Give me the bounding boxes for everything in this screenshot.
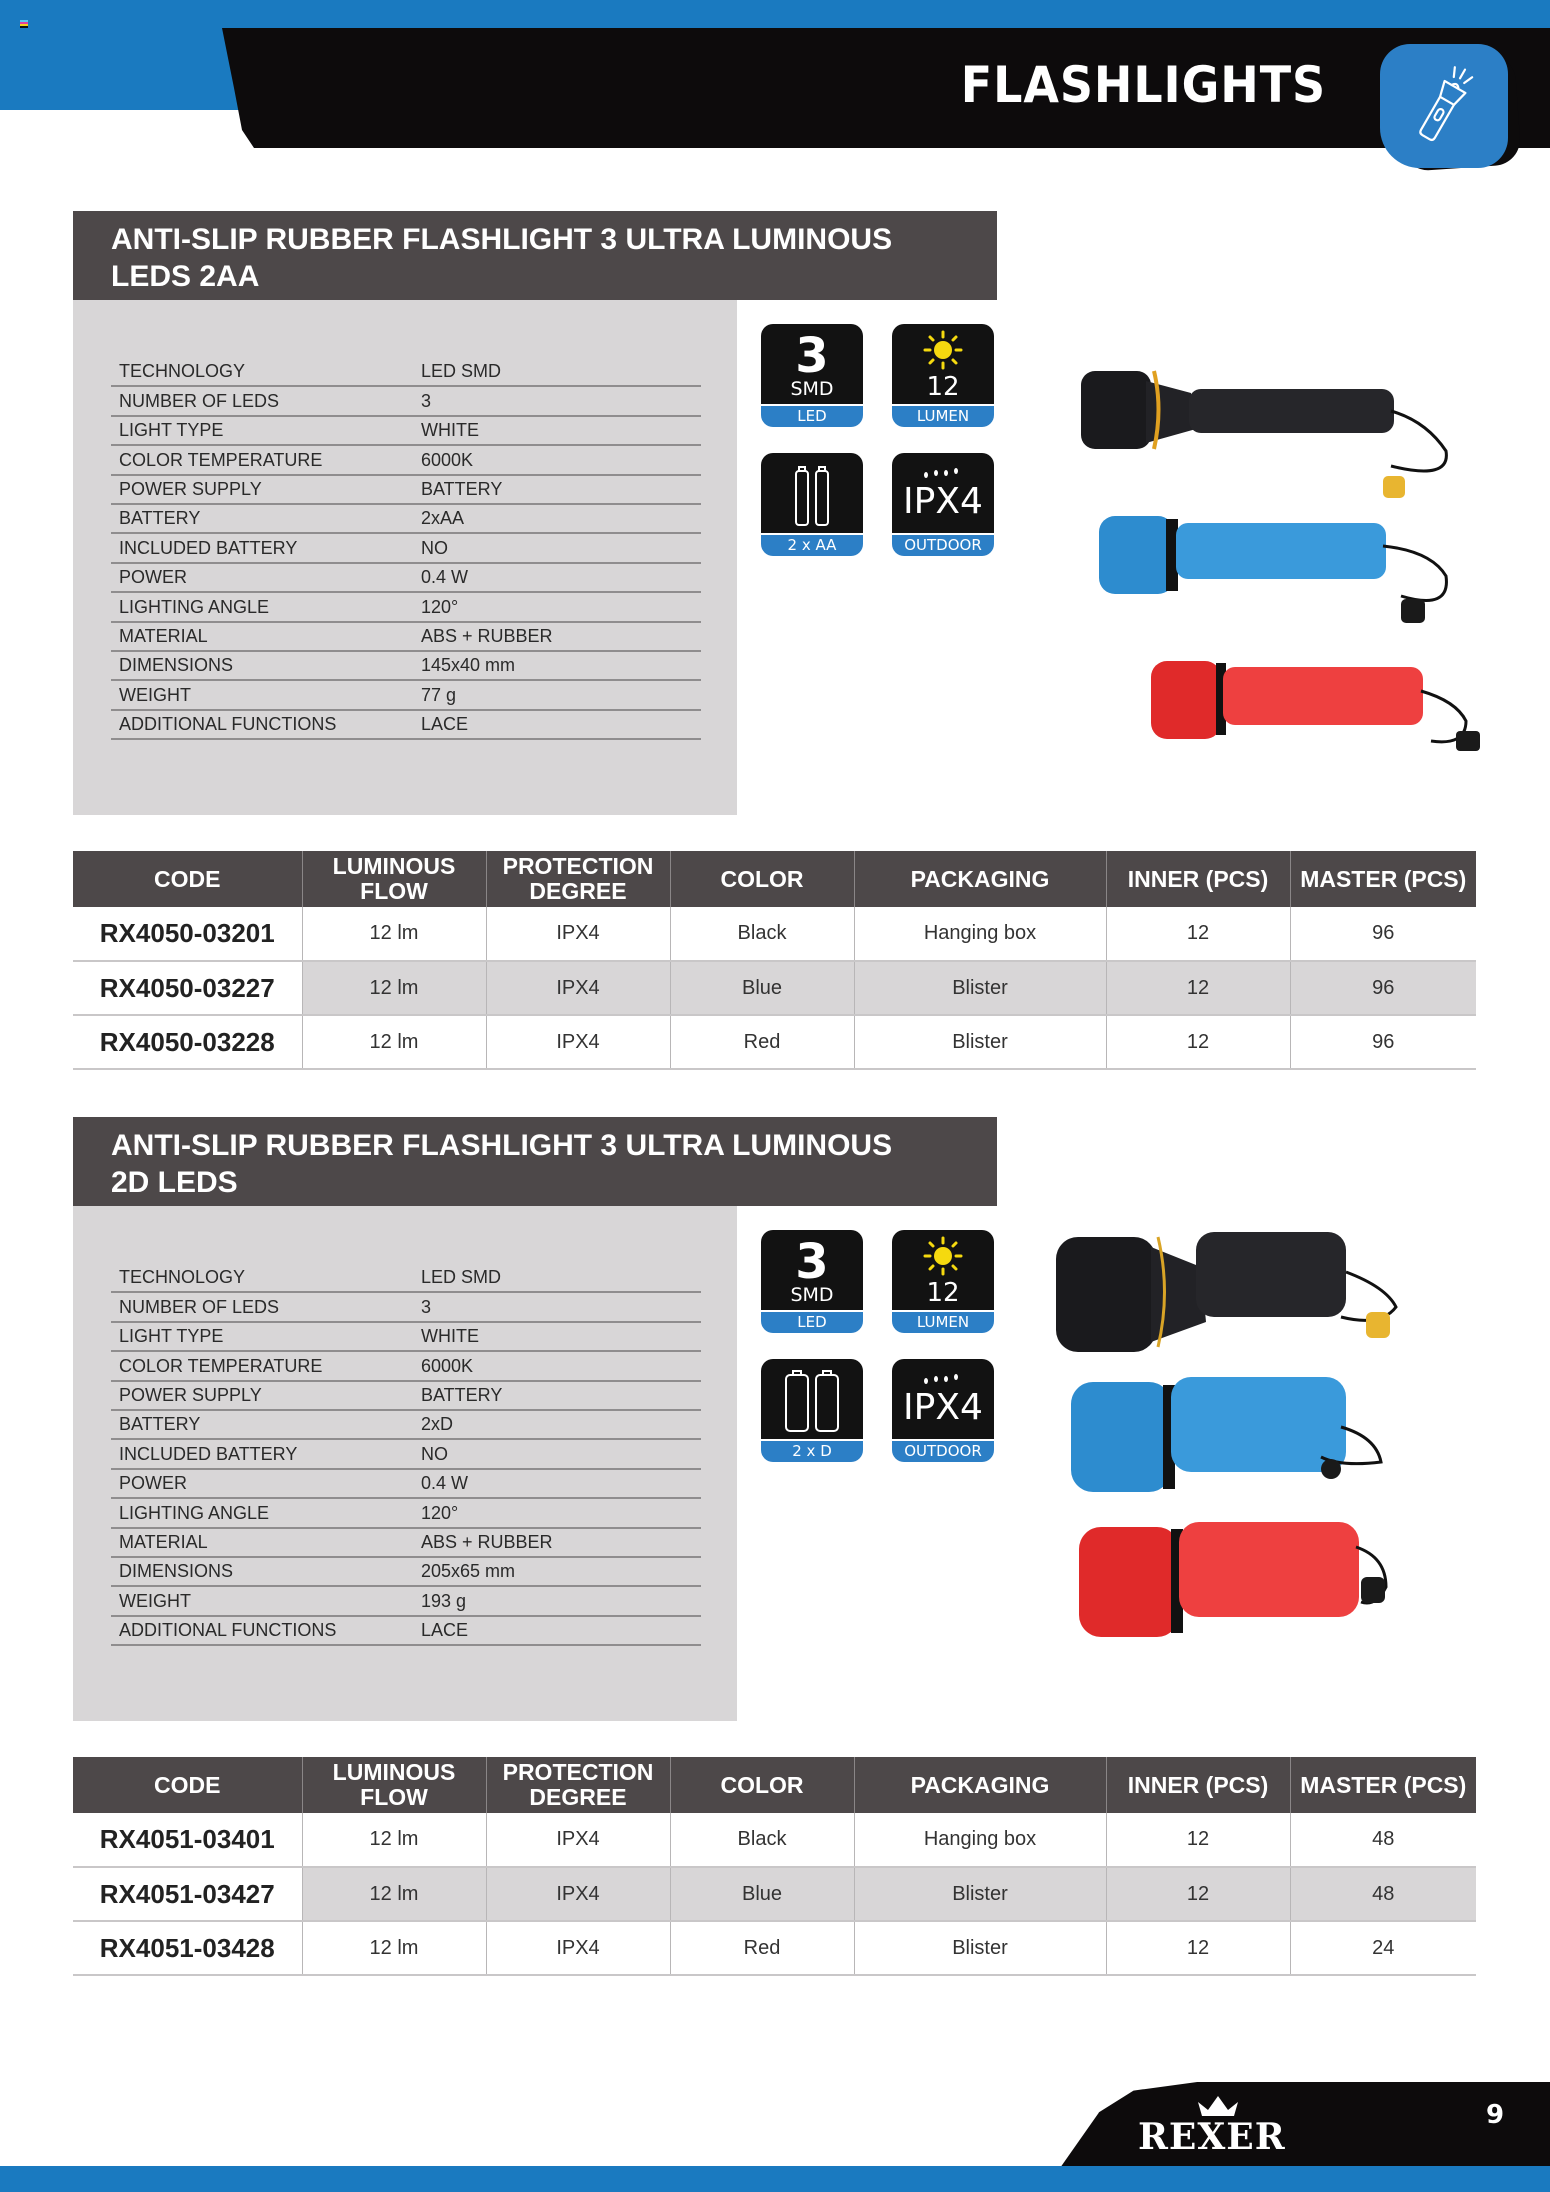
order-table bbox=[73, 1757, 1476, 1976]
column-header-code: CODE bbox=[73, 1757, 302, 1813]
spec-row: WEIGHT 77 g bbox=[111, 681, 701, 710]
spec-row: COLOR TEMPERATURE 6000K bbox=[111, 1352, 701, 1381]
lumen-badge: 12 LUMEN bbox=[892, 1230, 994, 1333]
spec-row: BATTERY 2xD bbox=[111, 1411, 701, 1440]
footer-band bbox=[0, 2166, 1550, 2192]
spec-row: POWER 0.4 W bbox=[111, 1470, 701, 1499]
spec-row: LIGHTING ANGLE 120° bbox=[111, 593, 701, 622]
column-header-code: CODE bbox=[73, 851, 302, 907]
rain-drops-icon bbox=[922, 465, 964, 479]
product-code: RX4050-03228 bbox=[73, 1015, 302, 1069]
rain-drops-icon bbox=[922, 1371, 964, 1385]
column-header-packaging: PACKAGING bbox=[854, 1757, 1106, 1813]
spec-row: LIGHT TYPE WHITE bbox=[111, 1323, 701, 1352]
product-code: RX4051-03401 bbox=[73, 1813, 302, 1867]
table-row: RX4050-03201 12 lm IPX4 Black Hanging box 12 96 bbox=[73, 907, 1476, 961]
table-row: RX4051-03427 12 lm IPX4 Blue Blister 12 48 bbox=[73, 1867, 1476, 1921]
spec-row: TECHNOLOGY LED SMD bbox=[111, 358, 701, 387]
flashlight-icon bbox=[1396, 58, 1492, 154]
spec-row: TECHNOLOGY LED SMD bbox=[111, 1264, 701, 1293]
column-header-protection-degree: PROTECTION DEGREE bbox=[486, 1757, 670, 1813]
spec-panel bbox=[73, 1206, 737, 1721]
ip-badge: IPX4 OUTDOOR bbox=[892, 453, 994, 556]
header-left-band bbox=[0, 0, 260, 110]
column-header-packaging: PACKAGING bbox=[854, 851, 1106, 907]
spec-row: POWER SUPPLY BATTERY bbox=[111, 476, 701, 505]
spec-row: LIGHTING ANGLE 120° bbox=[111, 1499, 701, 1528]
battery-aa-icon bbox=[792, 465, 832, 527]
footer-banner bbox=[1060, 2082, 1550, 2168]
led-badge: 3 SMD LED bbox=[761, 1230, 863, 1333]
spec-table bbox=[111, 358, 701, 740]
crown-icon bbox=[1196, 2092, 1240, 2116]
table-row: RX4050-03228 12 lm IPX4 Red Blister 12 96 bbox=[73, 1015, 1476, 1069]
spec-row: MATERIAL ABS + RUBBER bbox=[111, 623, 701, 652]
battery-badge: 2 x AA bbox=[761, 453, 863, 556]
spec-row: POWER 0.4 W bbox=[111, 564, 701, 593]
battery-badge: 2 x D bbox=[761, 1359, 863, 1462]
sun-icon bbox=[923, 1236, 963, 1276]
product-title-bar bbox=[73, 211, 997, 300]
spec-row: ADDITIONAL FUNCTIONS LACE bbox=[111, 1617, 701, 1646]
spec-row: NUMBER OF LEDS 3 bbox=[111, 387, 701, 416]
header-icon-badge bbox=[1380, 44, 1508, 168]
spec-table bbox=[111, 1264, 701, 1646]
battery-d-icon bbox=[783, 1369, 841, 1433]
sun-icon bbox=[923, 330, 963, 370]
column-header-color: COLOR bbox=[670, 1757, 854, 1813]
column-header-luminous-flow: LUMINOUS FLOW bbox=[302, 851, 486, 907]
product-image-flashlights-2d bbox=[1041, 1217, 1461, 1637]
product-code: RX4051-03427 bbox=[73, 1867, 302, 1921]
spec-row: POWER SUPPLY BATTERY bbox=[111, 1382, 701, 1411]
ip-badge: IPX4 OUTDOOR bbox=[892, 1359, 994, 1462]
header-banner bbox=[222, 28, 1550, 148]
column-header-protection-degree: PROTECTION DEGREE bbox=[486, 851, 670, 907]
product-title: ANTI-SLIP RUBBER FLASHLIGHT 3 ULTRA LUMINOUS LEDS 2AA bbox=[111, 223, 893, 293]
order-table bbox=[73, 851, 1476, 1070]
spec-panel bbox=[73, 300, 737, 815]
table-row: RX4050-03227 12 lm IPX4 Blue Blister 12 96 bbox=[73, 961, 1476, 1015]
column-header-master: MASTER (PCS) bbox=[1290, 851, 1476, 907]
led-badge: 3 SMD LED bbox=[761, 324, 863, 427]
product-code: RX4050-03227 bbox=[73, 961, 302, 1015]
column-header-color: COLOR bbox=[670, 851, 854, 907]
brand-logo: REXER bbox=[1138, 2092, 1300, 2158]
product-image-flashlights-2aa bbox=[1071, 351, 1491, 761]
spec-row: COLOR TEMPERATURE 6000K bbox=[111, 446, 701, 475]
spec-row: INCLUDED BATTERY NO bbox=[111, 1440, 701, 1469]
column-header-inner: INNER (PCS) bbox=[1106, 851, 1290, 907]
table-row: RX4051-03401 12 lm IPX4 Black Hanging box 12 48 bbox=[73, 1813, 1476, 1867]
table-row: RX4051-03428 12 lm IPX4 Red Blister 12 24 bbox=[73, 1921, 1476, 1975]
lumen-badge: 12 LUMEN bbox=[892, 324, 994, 427]
spec-row: LIGHT TYPE WHITE bbox=[111, 417, 701, 446]
spec-row: DIMENSIONS 145x40 mm bbox=[111, 652, 701, 681]
product-code: RX4051-03428 bbox=[73, 1921, 302, 1975]
product-title: ANTI-SLIP RUBBER FLASHLIGHT 3 ULTRA LUMINOUS 2D LEDS bbox=[111, 1129, 893, 1199]
spec-row: NUMBER OF LEDS 3 bbox=[111, 1293, 701, 1322]
spec-row: WEIGHT 193 g bbox=[111, 1587, 701, 1616]
spec-row: DIMENSIONS 205x65 mm bbox=[111, 1558, 701, 1587]
product-title-bar bbox=[73, 1117, 997, 1206]
column-header-master: MASTER (PCS) bbox=[1290, 1757, 1476, 1813]
spec-row: MATERIAL ABS + RUBBER bbox=[111, 1529, 701, 1558]
column-header-luminous-flow: LUMINOUS FLOW bbox=[302, 1757, 486, 1813]
print-registration-mark bbox=[20, 20, 28, 28]
spec-row: BATTERY 2xAA bbox=[111, 505, 701, 534]
product-code: RX4050-03201 bbox=[73, 907, 302, 961]
spec-row: ADDITIONAL FUNCTIONS LACE bbox=[111, 711, 701, 740]
spec-row: INCLUDED BATTERY NO bbox=[111, 534, 701, 563]
column-header-inner: INNER (PCS) bbox=[1106, 1757, 1290, 1813]
page-number: 9 bbox=[1486, 2100, 1505, 2130]
page-title: FLASHLIGHTS bbox=[960, 56, 1326, 114]
